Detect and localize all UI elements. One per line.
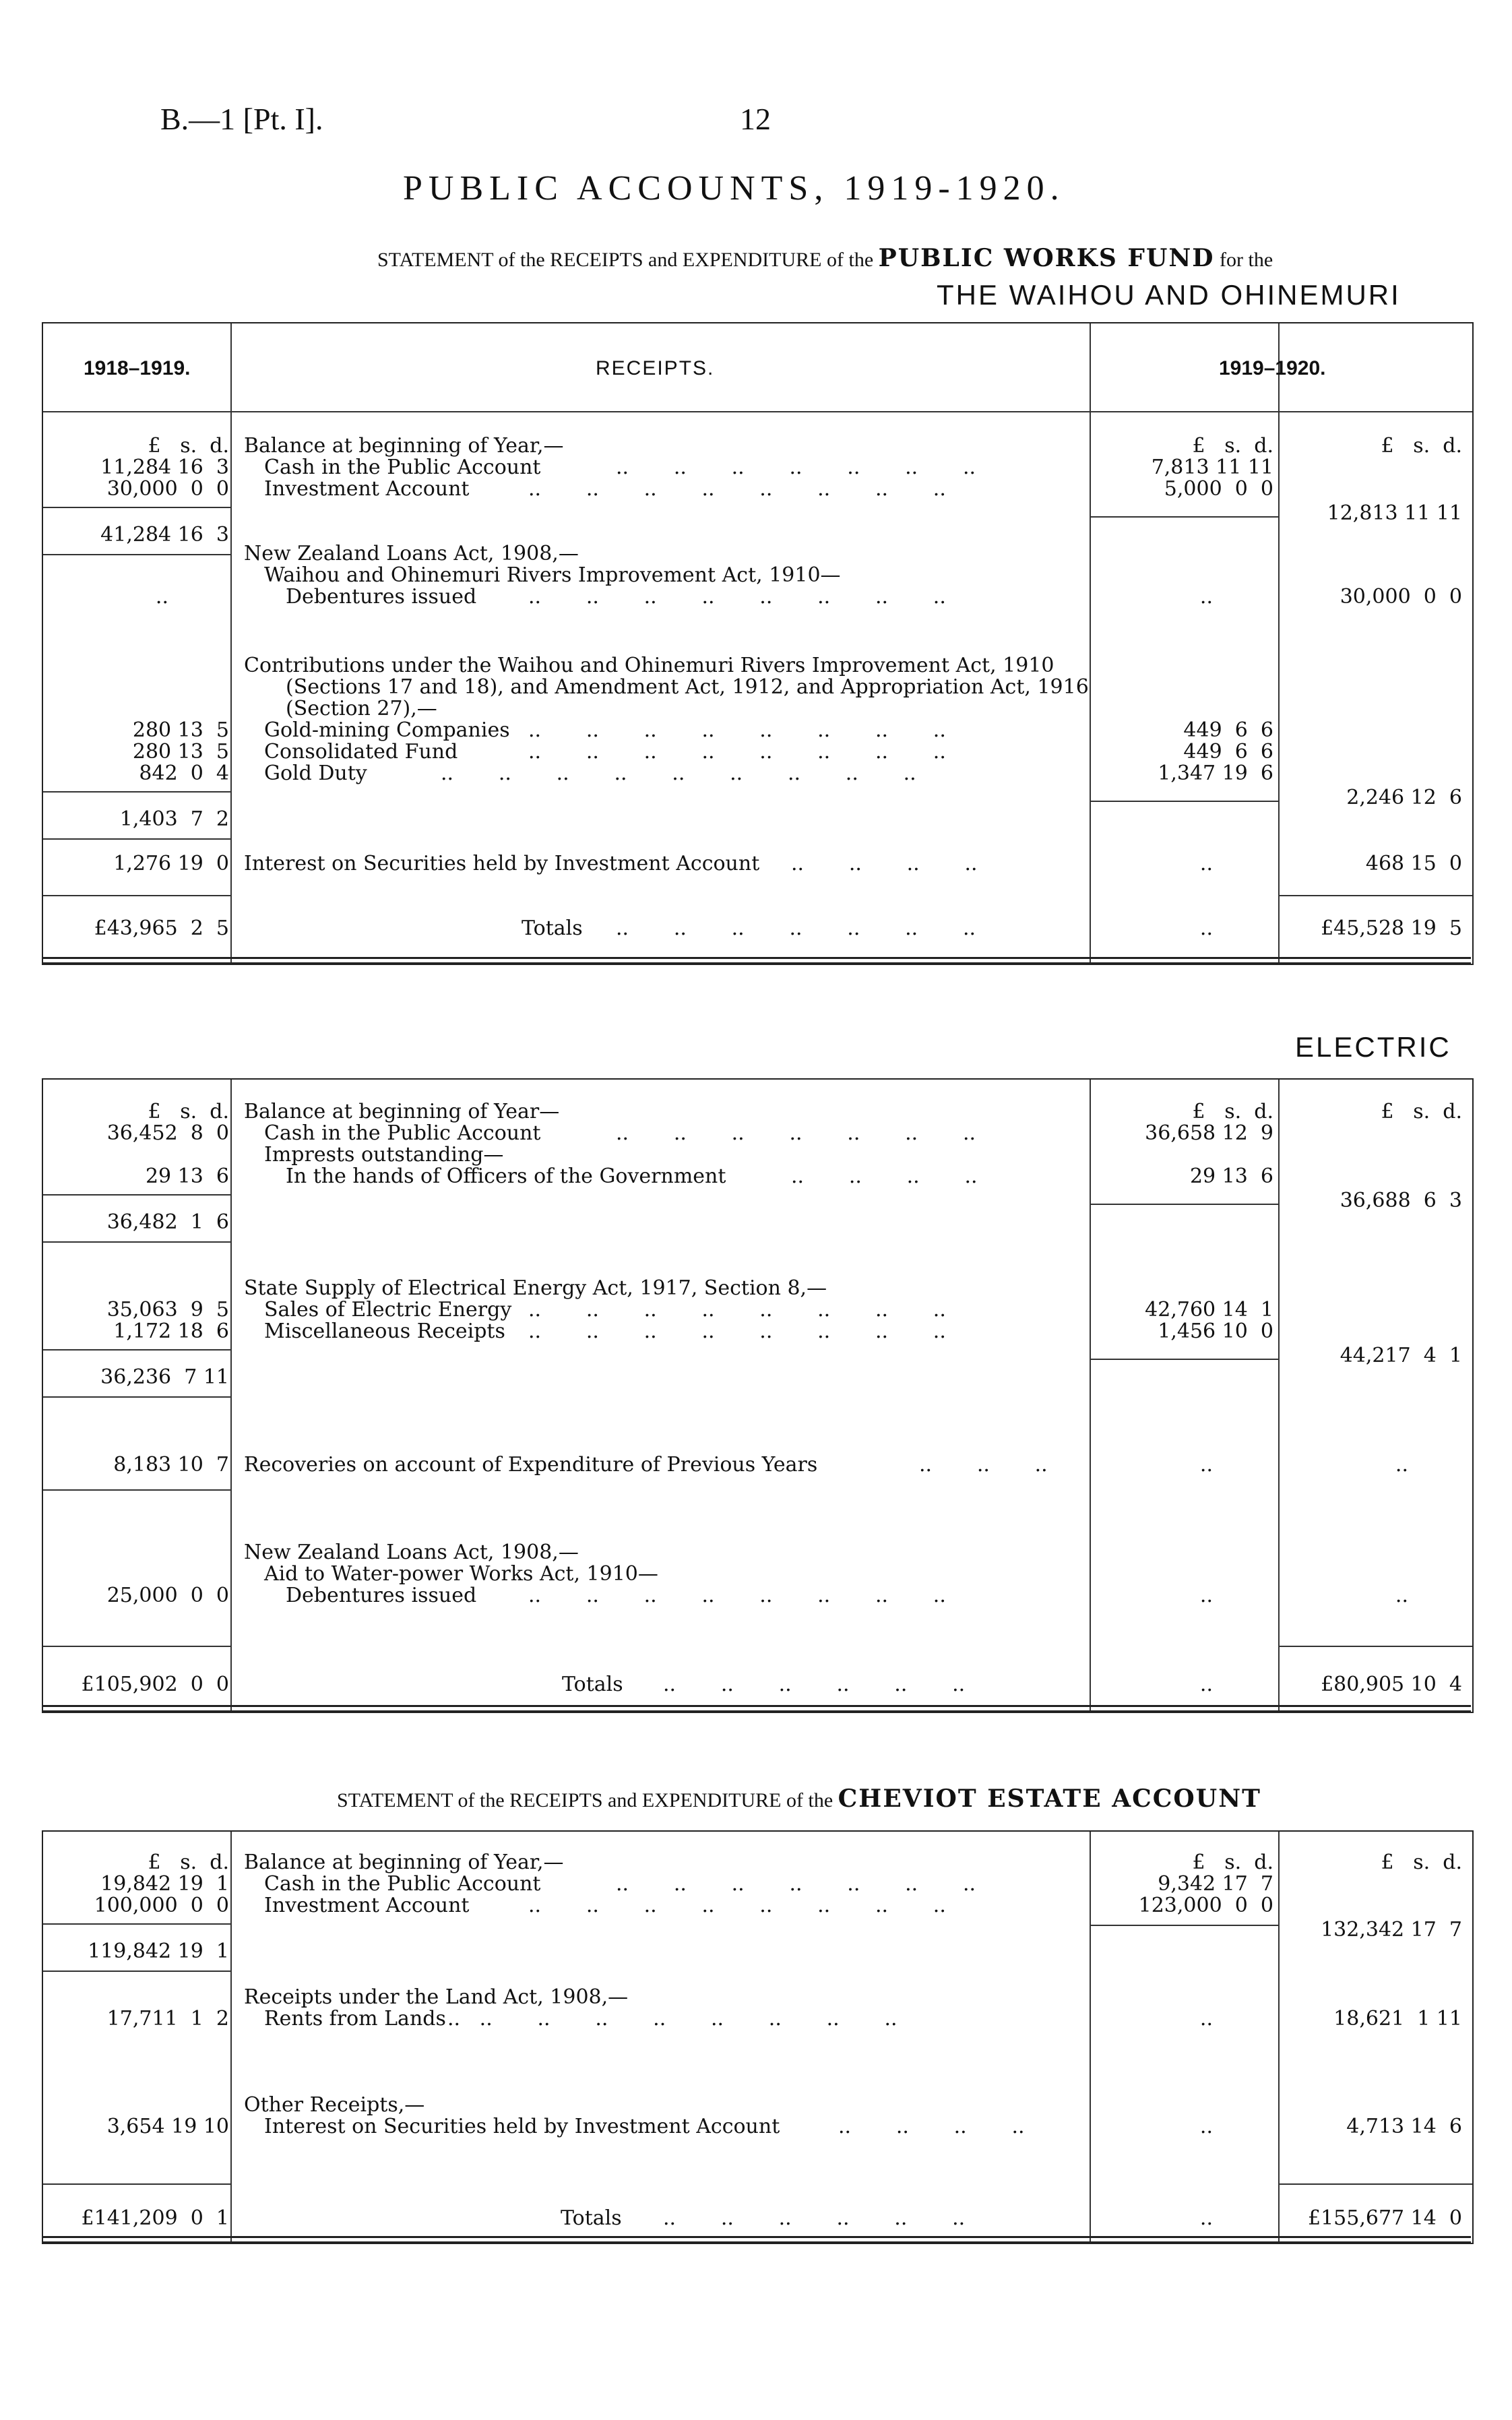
pwf-debentures-label: Debentures issued [286,585,477,609]
electric-prev-balance-total: 36,482 1 6 [106,1210,229,1234]
pwf-consolidated-leader: .. .. .. .. .. .. .. .. [528,740,946,764]
pwf-curr-debentures-col: .. [1199,585,1213,609]
electric-curr-col-lsd: £ s. d. [1192,1100,1273,1123]
pwf-gold-mining-label: Gold-mining Companies [264,718,510,742]
electric-curr-total-lsd: £ s. d. [1381,1100,1462,1123]
cheviot-table [42,1830,1474,2244]
pwf-contrib-line1: Contributions under the Waihou and Ohinemuri Rivers Improvement Act, 1910 [244,654,1054,677]
pwf-cash-label: Cash in the Public Account [264,456,541,479]
pwf-interest-label: Interest on Securities held by Investment Account [244,852,760,875]
pwf-prev-gold-duty: 842 0 4 [139,762,229,785]
cheviot-prev-invest: 100,000 0 0 [94,1894,229,1917]
pwf-curr-balance-total: 12,813 11 11 [1327,501,1462,525]
electric-prev-imprests: 29 13 6 [145,1165,229,1188]
cheviot-curr-totals-col: .. [1199,2206,1213,2230]
electric-imprests-label: In the hands of Officers of the Government [286,1165,726,1188]
electric-loans-sub: Aid to Water-power Works Act, 1910— [264,1562,658,1586]
pwf-curr-consolidated: 449 6 6 [1183,740,1273,764]
electric-misc-leader: .. .. .. .. .. .. .. .. [528,1320,946,1343]
pwf-prev-debentures: .. [155,585,168,609]
cheviot-land-heading: Receipts under the Land Act, 1908,— [244,1985,629,2009]
electric-curr-debentures-total: .. [1395,1584,1408,1607]
cheviot-cash-label: Cash in the Public Account [264,1872,541,1896]
pwf-curr-debentures-total: 30,000 0 0 [1340,585,1462,609]
electric-curr-recoveries-col: .. [1199,1453,1213,1477]
electric-curr-balance-total: 36,688 6 3 [1340,1189,1462,1212]
cheviot-totals-leader: .. .. .. .. .. .. [663,2206,966,2230]
cheviot-curr-interest-total: 4,713 14 6 [1346,2115,1462,2138]
cheviot-interest-leader: .. .. .. .. [838,2115,1025,2138]
electric-prev-lsd: £ s. d. [148,1100,229,1123]
electric-prev-recoveries: 8,183 10 7 [113,1453,229,1477]
electric-prev-sales: 35,063 9 5 [106,1298,229,1322]
pwf-balance-heading: Balance at beginning of Year,— [244,434,564,458]
cheviot-curr-total-lsd: £ s. d. [1381,1851,1462,1874]
electric-prev-totals: £105,902 0 0 [81,1673,229,1696]
electric-curr-recoveries-total: .. [1395,1453,1408,1477]
cheviot-curr-interest-col: .. [1199,2115,1213,2138]
electric-recoveries-label: Recoveries on account of Expenditure of Previous Years [244,1453,818,1477]
page-number: 12 [740,102,771,136]
pwf-prev-gold-mining: 280 13 5 [132,718,229,742]
pwf-col-prev-header: 1918–1919. [84,357,191,379]
pwf-curr-interest-col: .. [1199,852,1213,875]
pwf-curr-gold-mining: 449 6 6 [1183,718,1273,742]
cheviot-prev-cash: 19,842 19 1 [100,1872,229,1896]
pwf-loans-sub: Waihou and Ohinemuri Rivers Improvement Act, 1910— [264,563,841,587]
pwf-totals-label: Totals [522,917,583,940]
pwf-curr-cash: 7,813 11 11 [1151,456,1273,479]
cheviot-curr-cash: 9,342 17 7 [1158,1872,1273,1896]
electric-prev-cash: 36,452 8 0 [106,1121,229,1145]
electric-totals-leader: .. .. .. .. .. .. [663,1673,966,1696]
cheviot-rents-label: Rents from Lands [264,2007,446,2030]
electric-table [42,1078,1474,1713]
cheviot-prev-lsd: £ s. d. [148,1851,229,1874]
electric-misc-label: Miscellaneous Receipts [264,1320,505,1343]
electric-prev-debentures: 25,000 0 0 [106,1584,229,1607]
electric-prev-supply-total: 36,236 7 11 [100,1365,229,1389]
cheviot-cash-leader: .. .. .. .. .. .. .. [616,1872,976,1896]
pwf-table [42,322,1474,965]
pwf-statement-prefix: STATEMENT of the RECEIPTS and EXPENDITURE of the [377,249,874,271]
pwf-debentures-leader: .. .. .. .. .. .. .. .. [528,585,946,609]
pwf-cash-leader: .. .. .. .. .. .. .. [616,456,976,479]
electric-balance-heading: Balance at beginning of Year— [244,1100,560,1123]
electric-sales-leader: .. .. .. .. .. .. .. .. [528,1298,946,1322]
pwf-prev-interest: 1,276 19 0 [113,852,229,875]
pwf-prev-invest: 30,000 0 0 [106,477,229,501]
electric-sales-label: Sales of Electric Energy [264,1298,512,1322]
electric-imprests-leader: .. .. .. .. [791,1165,978,1188]
pwf-prev-totals: £43,965 2 5 [94,917,229,940]
electric-curr-imprests: 29 13 6 [1189,1165,1273,1188]
pwf-statement-bold: PUBLIC WORKS FUND [878,244,1215,272]
pwf-curr-total-lsd: £ s. d. [1381,434,1462,458]
page-reference: B.—1 [Pt. I]. [160,102,323,136]
pwf-invest-label: Investment Account [264,477,470,501]
pwf-curr-gold-duty: 1,347 19 6 [1158,762,1273,785]
pwf-contrib-line3: (Section 27),— [286,697,437,720]
pwf-prev-contrib-total: 1,403 7 2 [119,807,229,831]
cheviot-rents-leader: .. .. .. .. .. .. .. .. .. [447,2007,897,2030]
pwf-prev-balance-total: 41,284 16 3 [100,523,229,547]
cheviot-statement-prefix: STATEMENT of the RECEIPTS and EXPENDITURE of the [337,1789,833,1811]
cheviot-curr-invest: 123,000 0 0 [1138,1894,1273,1917]
cheviot-curr-balance-total: 132,342 17 7 [1321,1918,1462,1942]
cheviot-curr-rents-total: 18,621 1 11 [1333,2007,1462,2030]
pwf-curr-col-lsd: £ s. d. [1192,434,1273,458]
cheviot-curr-totals: £155,677 14 0 [1307,2206,1462,2230]
electric-account-title: ELECTRIC [1295,1031,1451,1063]
pwf-account-title: THE WAIHOU AND OHINEMURI [937,279,1401,311]
pwf-invest-leader: .. .. .. .. .. .. .. .. [528,477,946,501]
electric-curr-totals: £80,905 10 4 [1321,1673,1462,1696]
pwf-curr-interest-total: 468 15 0 [1365,852,1462,875]
pwf-loans-heading: New Zealand Loans Act, 1908,— [244,542,579,565]
pwf-gold-duty-leader: .. .. .. .. .. .. .. .. .. [441,762,916,785]
electric-curr-cash: 36,658 12 9 [1145,1121,1273,1145]
pwf-col-curr-header: 1919–1920. [1219,357,1326,379]
electric-debentures-label: Debentures issued [286,1584,477,1607]
electric-recoveries-leader: .. .. .. [919,1453,1048,1477]
electric-curr-sales: 42,760 14 1 [1145,1298,1273,1322]
electric-supply-heading: State Supply of Electrical Energy Act, 1917, Section 8,— [244,1276,827,1300]
cheviot-curr-rents-col: .. [1199,2007,1213,2030]
pwf-prev-consolidated: 280 13 5 [132,740,229,764]
pwf-gold-duty-label: Gold Duty [264,762,367,785]
pwf-statement-suffix: for the [1220,249,1273,271]
pwf-gold-mining-leader: .. .. .. .. .. .. .. .. [528,718,946,742]
pwf-curr-totals: £45,528 19 5 [1321,917,1462,940]
cheviot-table-double-rule [42,2236,1471,2243]
cheviot-prev-balance-total: 119,842 19 1 [88,1940,229,1963]
pwf-col-receipts-header: RECEIPTS. [596,357,715,379]
pwf-curr-contrib-total: 2,246 12 6 [1346,786,1462,809]
pwf-curr-invest: 5,000 0 0 [1164,477,1273,501]
electric-curr-misc: 1,456 10 0 [1158,1320,1273,1343]
pwf-prev-cash: 11,284 16 3 [100,456,229,479]
cheviot-balance-heading: Balance at beginning of Year,— [244,1851,564,1874]
cheviot-prev-rents: 17,711 1 2 [106,2007,229,2030]
electric-debentures-leader: .. .. .. .. .. .. .. .. [528,1584,946,1607]
cheviot-statement-bold: CHEVIOT ESTATE ACCOUNT [838,1785,1261,1813]
cheviot-statement-heading [337,1785,1261,1813]
electric-curr-debentures-col: .. [1199,1584,1213,1607]
cheviot-prev-totals: £141,209 0 1 [81,2206,229,2230]
cheviot-invest-leader: .. .. .. .. .. .. .. .. [528,1894,946,1917]
electric-curr-supply-total: 44,217 4 1 [1340,1344,1462,1367]
pwf-statement-heading [377,244,1273,272]
pwf-consolidated-label: Consolidated Fund [264,740,458,764]
pwf-prev-lsd: £ s. d. [148,434,229,458]
pwf-totals-leader: .. .. .. .. .. .. .. [616,917,976,940]
cheviot-curr-col-lsd: £ s. d. [1192,1851,1273,1874]
pwf-contrib-line2: (Sections 17 and 18), and Amendment Act, 1912, and Appropriation Act, 1916 [286,675,1089,699]
cheviot-prev-interest: 3,654 19 10 [106,2115,229,2138]
electric-table-double-rule [42,1705,1471,1712]
electric-curr-totals-col: .. [1199,1673,1213,1696]
electric-cash-label: Cash in the Public Account [264,1121,541,1145]
pwf-table-double-rule [42,957,1471,964]
cheviot-interest-label: Interest on Securities held by Investment Account [264,2115,780,2138]
pwf-curr-totals-col: .. [1199,917,1213,940]
page-title: PUBLIC ACCOUNTS, 1919-1920. [403,169,1065,208]
electric-cash-leader: .. .. .. .. .. .. .. [616,1121,976,1145]
cheviot-invest-label: Investment Account [264,1894,470,1917]
electric-prev-misc: 1,172 18 6 [113,1320,229,1343]
electric-imprests-heading: Imprests outstanding— [264,1143,504,1167]
electric-loans-heading: New Zealand Loans Act, 1908,— [244,1541,579,1564]
cheviot-totals-label: Totals [561,2206,622,2230]
pwf-interest-leader: .. .. .. .. [791,852,978,875]
electric-totals-label: Totals [562,1673,623,1696]
cheviot-other-heading: Other Receipts,— [244,2093,425,2117]
